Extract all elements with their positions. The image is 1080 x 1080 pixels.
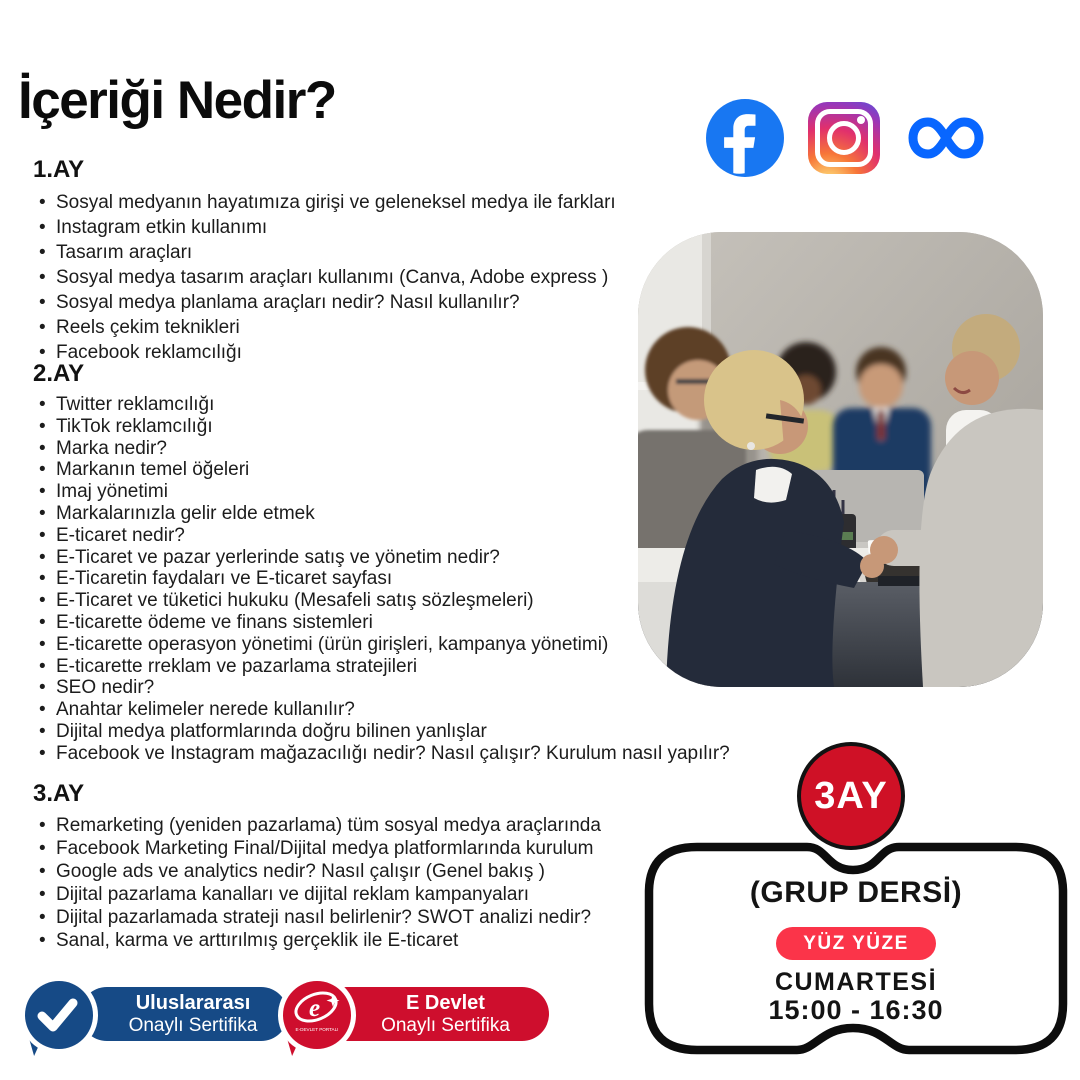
svg-text:E-DEVLET PORTALI: E-DEVLET PORTALI: [295, 1027, 339, 1032]
topic-item: • Instagram etkin kullanımı: [39, 215, 616, 240]
topic-item: • TikTok reklamcılığı: [39, 416, 730, 438]
facebook-f-glyph: [706, 99, 784, 177]
topic-item: • Imaj yönetimi: [39, 481, 730, 503]
topic-item: • E-ticaret nedir?: [39, 525, 730, 547]
topic-item: • Anahtar kelimeler nerede kullanılır?: [39, 699, 730, 721]
topic-item: • E-ticarette ödeme ve finans sistemleri: [39, 612, 730, 634]
instagram-lens: [827, 121, 861, 155]
topic-item: • Marka nedir?: [39, 438, 730, 460]
topic-item: • Remarketing (yeniden pazarlama) tüm sosyal medya araçlarında: [39, 814, 601, 837]
certificate-title: Uluslararası: [135, 991, 251, 1014]
instagram-icon: [808, 102, 880, 174]
topic-item: • Sosyal medyanın hayatımıza girişi ve geleneksel medya ile farkları: [39, 190, 616, 215]
mode-pill: YÜZ YÜZE: [776, 927, 936, 960]
section-heading: 3.AY: [33, 780, 85, 807]
section-heading: 1.AY: [33, 156, 85, 183]
team-photo: [638, 232, 1043, 687]
schedule-time: 15:00 - 16:30: [768, 995, 944, 1025]
topic-item: • Sosyal medya tasarım araçları kullanımı (Canva, Adobe express ): [39, 265, 616, 290]
topic-item: • Tasarım araçları: [39, 240, 616, 265]
topic-list: [33, 190, 616, 365]
meta-icon: [904, 112, 988, 164]
instagram-dot: [857, 116, 865, 124]
topic-item: • Markanın temel öğeleri: [39, 459, 730, 481]
topic-item: • E-Ticaret ve pazar yerlerinde satış ve yönetim nedir?: [39, 547, 730, 569]
svg-text:e: e: [309, 995, 321, 1022]
topic-item: • E-Ticaret ve tüketici hukuku (Mesafeli satış sözleşmeleri): [39, 590, 730, 612]
topic-item: • Sosyal medya planlama araçları nedir? Nasıl kullanılır?: [39, 290, 616, 315]
e-devlet-icon: [283, 981, 351, 1049]
topic-item: • SEO nedir?: [39, 677, 730, 699]
checkmark-icon: [25, 981, 93, 1049]
page-title: İçeriği Nedir?: [18, 71, 336, 130]
topic-item: • E-ticarette operasyon yönetimi (ürün girişleri, kampanya yönetimi): [39, 634, 730, 656]
section-month-3: [33, 780, 601, 952]
topic-item: • E-ticarette rreklam ve pazarlama stratejileri: [39, 656, 730, 678]
topic-item: • Facebook reklamcılığı: [39, 340, 616, 365]
schedule-box: [641, 840, 1071, 1058]
topic-item: • Facebook Marketing Final/Dijital medya platformlarında kurulum: [39, 837, 601, 860]
topic-item: • Google ads ve analytics nedir? Nasıl çalışır (Genel bakış ): [39, 860, 601, 883]
duration-badge: 3AY: [797, 742, 905, 850]
certificate-subtitle: Onaylı Sertifika: [128, 1014, 258, 1036]
topic-list: [33, 394, 730, 765]
section-heading: 2.AY: [33, 360, 85, 387]
section-month-2: [33, 360, 730, 765]
topic-item: • Twitter reklamcılığı: [39, 394, 730, 416]
topic-item: • Dijital pazarlama kanalları ve dijital reklam kampanyaları: [39, 883, 601, 906]
section-month-1: [33, 156, 616, 365]
topic-list: [33, 814, 601, 952]
social-icons-row: [706, 99, 988, 177]
group-lesson-label: (GRUP DERSİ): [749, 876, 963, 909]
topic-item: • Markalarınızla gelir elde etmek: [39, 503, 730, 525]
topic-item: • Dijital pazarlamada strateji nasıl belirlenir? SWOT analizi nedir?: [39, 906, 601, 929]
certificate-title: E Devlet: [406, 991, 485, 1014]
certificate-subtitle: Onaylı Sertifika: [381, 1014, 510, 1036]
topic-item: • E-Ticaretin faydaları ve E-ticaret sayfası: [39, 568, 730, 590]
topic-item: • Dijital medya platformlarında doğru bilinen yanlışlar: [39, 721, 730, 743]
certificate-badge-international: [80, 987, 288, 1041]
topic-item: • Reels çekim teknikleri: [39, 315, 616, 340]
certificate-badge-edevlet: [320, 987, 549, 1041]
facebook-icon: [706, 99, 784, 177]
topic-item: • Sanal, karma ve arttırılmış gerçeklik ile E-ticaret: [39, 929, 601, 952]
topic-item: • Facebook ve Instagram mağazacılığı nedir? Nasıl çalışır? Kurulum nasıl yapılır?: [39, 743, 730, 765]
schedule-day: CUMARTESİ: [774, 968, 938, 996]
